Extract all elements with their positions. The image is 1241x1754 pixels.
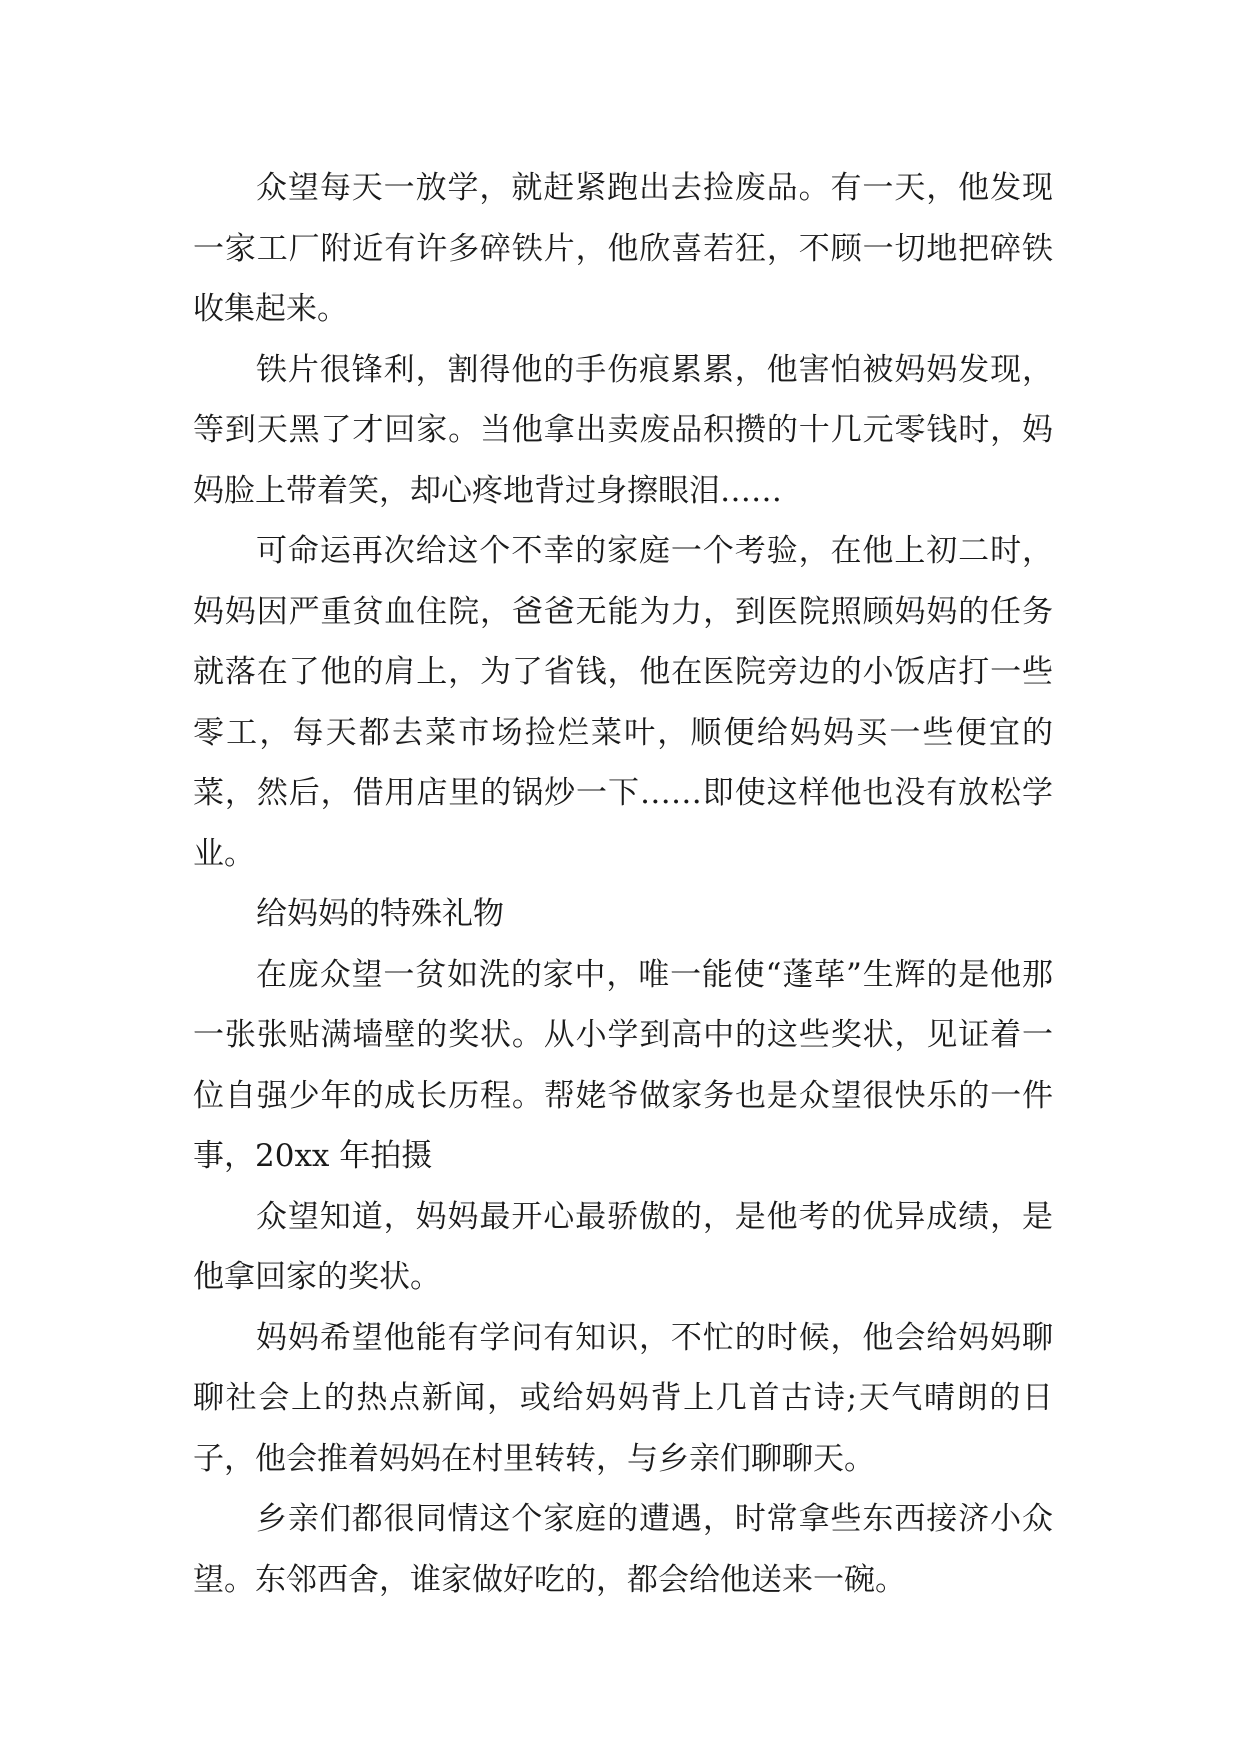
paragraph-1: 众望每天一放学，就赶紧跑出去捡废品。有一天，他发现一家工厂附近有许多碎铁片，他欣喜若狂，不顾一切地把碎铁收集起来。 (193, 170, 1053, 327)
paragraph-3: 可命运再次给这个不幸的家庭一个考验，在他上初二时，妈妈因严重贫血住院，爸爸无能为力，到医院照顾妈妈的任务就落在了他的肩上，为了省钱，他在医院旁边的小饭店打一些零工，每天都去菜市场捡烂菜叶，顺便给妈妈买一些便宜的菜，然后，借用店里的锅炒一下……即使这样他也没有放松学业。 (193, 533, 1053, 872)
paragraph-6: 妈妈希望他能有学问有知识，不忙的时候，他会给妈妈聊聊社会上的热点新闻，或给妈妈背上几首古诗;天气晴朗的日子，他会推着妈妈在村里转转，与乡亲们聊聊天。 (193, 1319, 1053, 1477)
paragraph-7: 乡亲们都很同情这个家庭的遭遇，时常拿些东西接济小众望。东邻西舍，谁家做好吃的，都会给他送来一碗。 (193, 1501, 1053, 1598)
paragraph-4: 在庞众望一贫如洗的家中，唯一能使“蓬荜”生辉的是他那一张张贴满墙壁的奖状。从小学到高中的这些奖状，见证着一位自强少年的成长历程。帮姥爷做家务也是众望很快乐的一件事，20xx 年拍摄 (193, 956, 1053, 1174)
section-heading: 给妈妈的特殊礼物 (256, 896, 504, 932)
paragraph-2: 铁片很锋利，割得他的手伤痕累累，他害怕被妈妈发现，等到天黑了才回家。当他拿出卖废品积攒的十几元零钱时，妈妈脸上带着笑，却心疼地背过身擦眼泪…… (193, 351, 1053, 509)
document-body (193, 158, 1053, 1610)
paragraph-5: 众望知道，妈妈最开心最骄傲的，是他考的优异成绩，是他拿回家的奖状。 (193, 1198, 1053, 1295)
